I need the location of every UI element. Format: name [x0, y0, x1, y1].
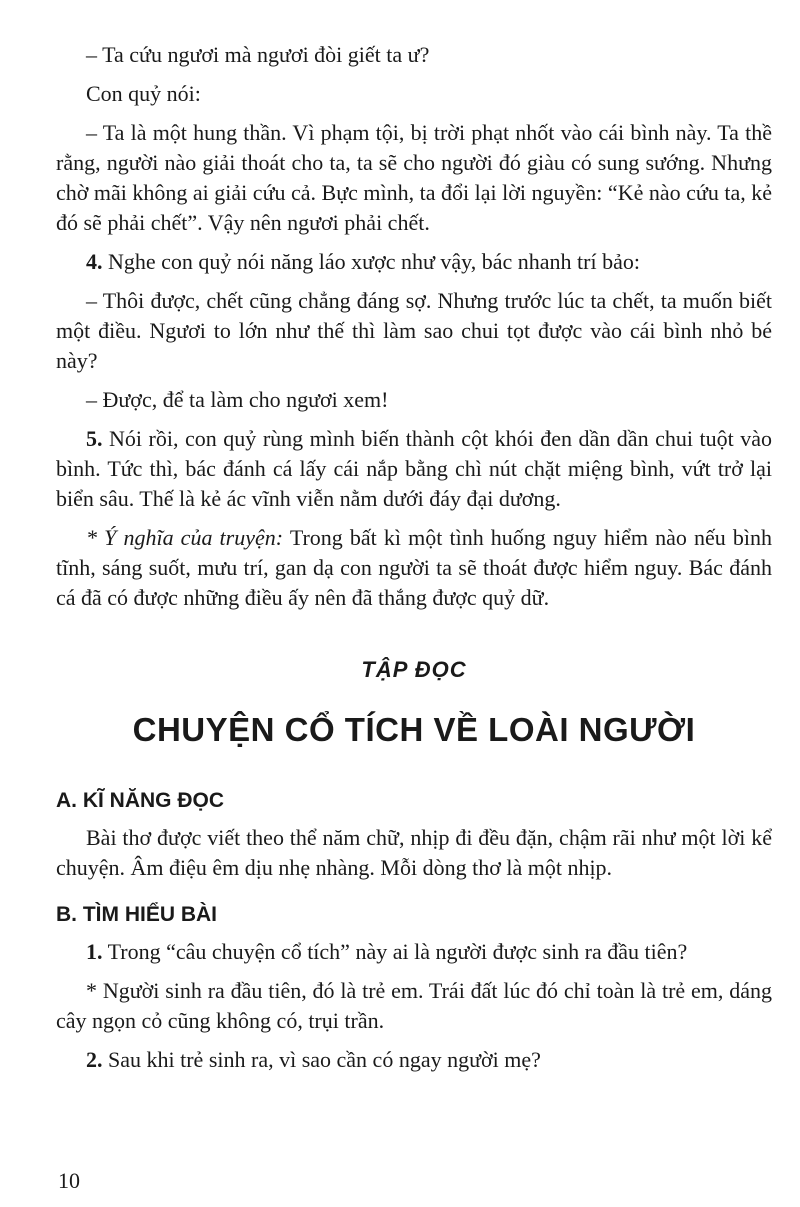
paragraph-text: Nói rồi, con quỷ rùng mình biến thành cột khói đen dần dần chui tuột vào bình. Tức thì, bác đánh cá lấy cái nắp bằng chì nút chặt miệng bình, vứt trở lại biển sâu. Thế là kẻ ác vĩnh viễn nằm dưới đáy đại dương. — [56, 426, 772, 511]
section-label: TẬP ĐỌC — [361, 657, 467, 682]
meaning-label: * Ý nghĩa của truyện: — [86, 525, 284, 550]
section-a-text: Bài thơ được viết theo thể năm chữ, nhịp đi đều đặn, chậm rãi như một lời kể chuyện. Âm điệu êm dịu nhẹ nhàng. Mỗi dòng thơ là một nhịp. — [56, 825, 772, 880]
story-paragraph-7 — [56, 424, 772, 514]
story-paragraph-5: – Thôi được, chết cũng chẳng đáng sợ. Nhưng trước lúc ta chết, ta muốn biết một điều. Ngươi to lớn như thế thì làm sao chui tọt được vào cái bình nhỏ bé này? — [56, 288, 772, 373]
question-1 — [56, 937, 772, 967]
section-a-heading: A. KĨ NĂNG ĐỌC — [56, 789, 224, 812]
question-number: 2. — [86, 1047, 103, 1072]
meaning-text: Trong bất kì một tình huống nguy hiểm nào nếu bình tĩnh, sáng suốt, mưu trí, gan dạ con người ta sẽ thoát được hiểm nguy. Bác đánh cá đã có được những điều ấy nên đã thắng được quỷ dữ. — [56, 525, 772, 610]
page-number: 10 — [58, 1168, 80, 1193]
section-b-heading: B. TÌM HIỂU BÀI — [56, 903, 217, 926]
lesson-title: CHUYỆN CỔ TÍCH VỀ LOÀI NGƯỜI — [132, 711, 696, 748]
paragraph-text: Nghe con quỷ nói năng láo xược như vậy, bác nhanh trí bảo: — [108, 249, 640, 274]
story-paragraph-6: – Được, để ta làm cho ngươi xem! — [86, 387, 389, 412]
paragraph-number: 4. — [86, 249, 103, 274]
story-paragraph-3: – Ta là một hung thần. Vì phạm tội, bị trời phạt nhốt vào cái bình này. Ta thề rằng, người nào giải thoát cho ta, ta sẽ cho người đó giàu có sung sướng. Nhưng chờ mãi không ai giải cứu cả. Bực mình, ta đổi lại lời nguyền: “Kẻ nào cứu ta, kẻ đó sẽ phải chết”. Vậy nên ngươi phải chết. — [56, 120, 772, 235]
question-2 — [56, 1045, 772, 1075]
story-paragraph-4 — [56, 247, 772, 277]
story-paragraph-2: Con quỷ nói: — [86, 81, 201, 106]
question-text: Trong “câu chuyện cổ tích” này ai là người được sinh ra đầu tiên? — [107, 939, 688, 964]
page-content — [56, 40, 772, 1084]
story-paragraph-1: – Ta cứu ngươi mà ngươi đòi giết ta ư? — [86, 42, 430, 67]
question-text: Sau khi trẻ sinh ra, vì sao cần có ngay người mẹ? — [108, 1047, 541, 1072]
answer-1: * Người sinh ra đầu tiên, đó là trẻ em. Trái đất lúc đó chỉ toàn là trẻ em, dáng cây ngọn cỏ cũng không có, trụi trần. — [56, 978, 772, 1033]
question-number: 1. — [86, 939, 103, 964]
story-meaning — [56, 523, 772, 613]
paragraph-number: 5. — [86, 426, 103, 451]
